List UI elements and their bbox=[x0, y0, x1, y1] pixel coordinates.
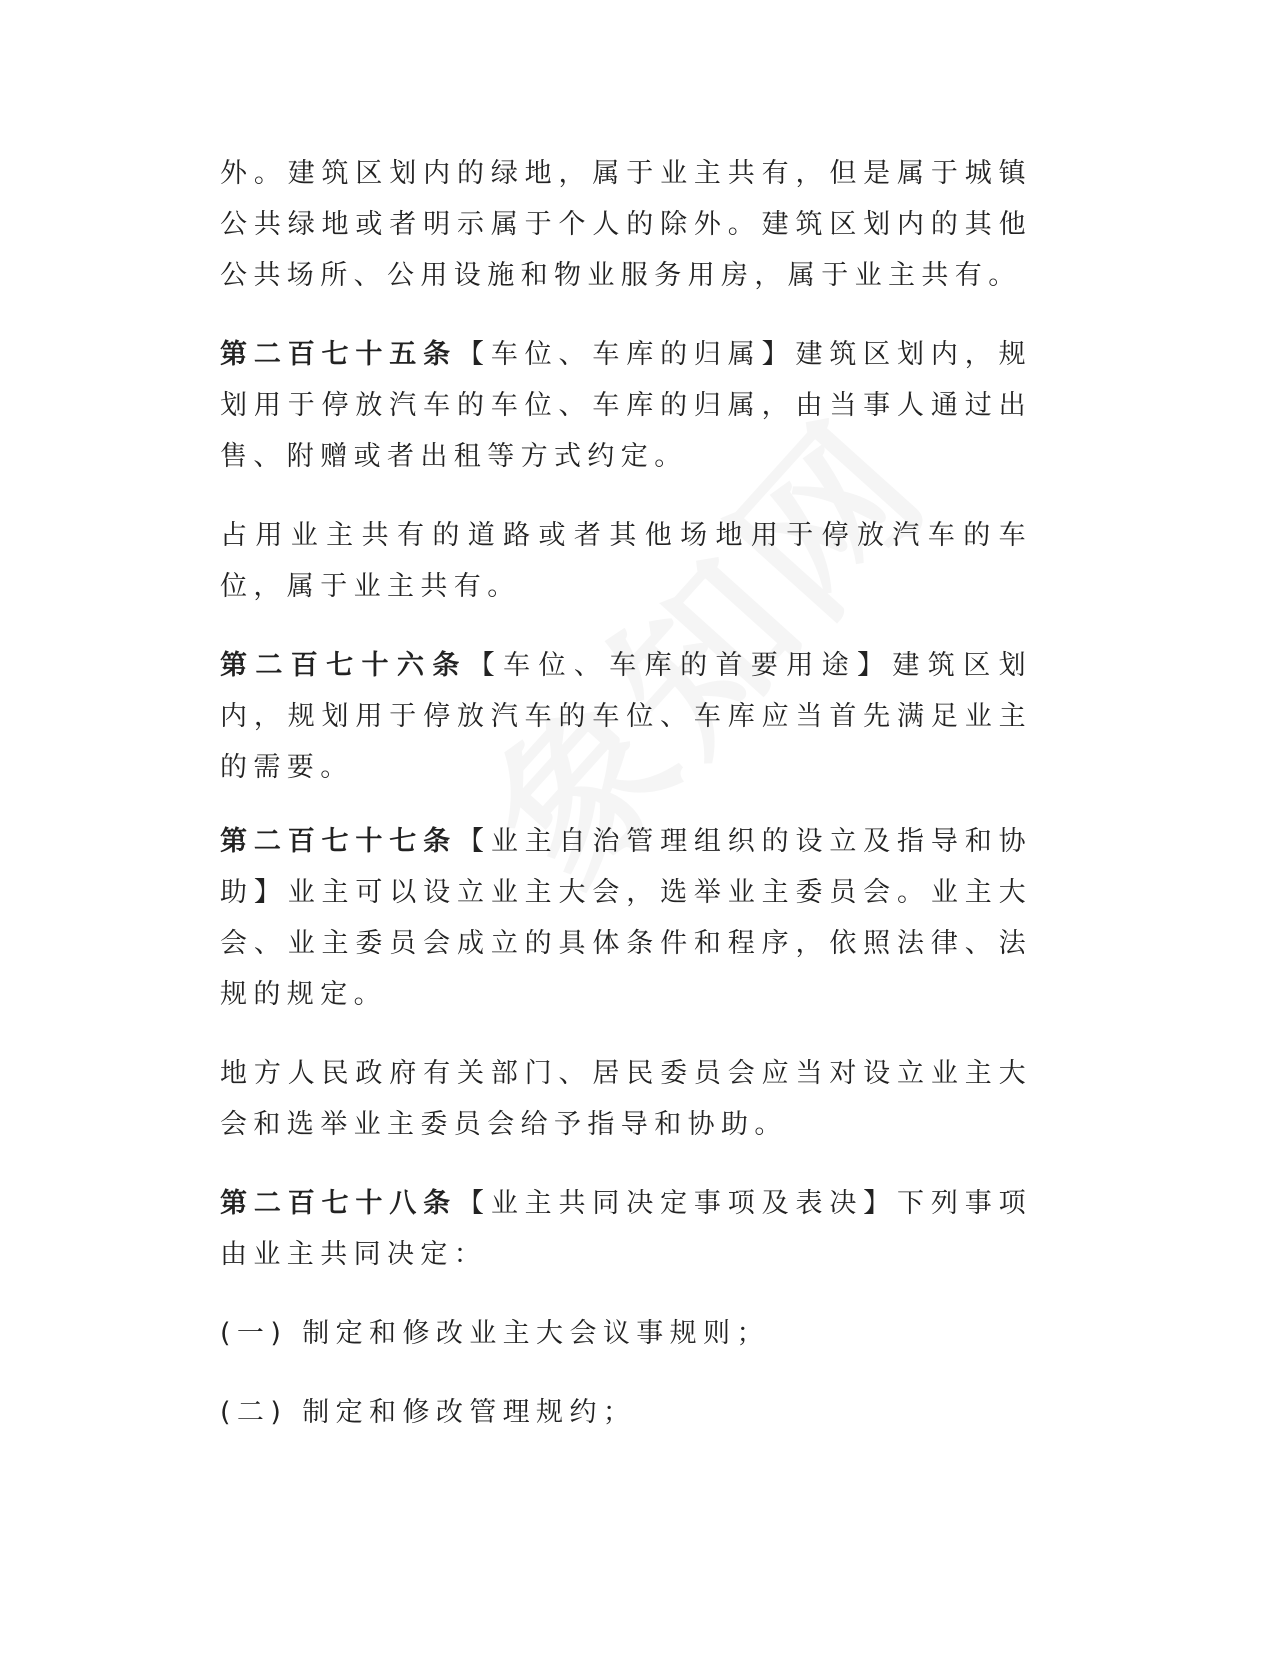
list-item bbox=[220, 1387, 1032, 1438]
article-text: 【车位、车库的归属】建筑区划内，规划用于停放汽车的车位、车库的归属，由当事人通过出售、附赠或者出租等方式约定。 bbox=[220, 339, 1032, 472]
article-heading: 第二百七十五条 bbox=[220, 339, 457, 370]
article-text: 【业主共同决定事项及表决】下列事项由业主共同决定： bbox=[220, 1188, 1032, 1270]
article-276 bbox=[220, 640, 1032, 793]
list-item-text: (一) 制定和修改业主大会议事规则； bbox=[220, 1318, 770, 1349]
article-text: 【业主自治管理组织的设立及指导和协助】业主可以设立业主大会，选举业主委员会。业主大会、业主委员会成立的具体条件和程序，依照法律、法规的规定。 bbox=[220, 826, 1032, 1010]
paragraph-text: 占用业主共有的道路或者其他场地用于停放汽车的车位，属于业主共有。 bbox=[220, 520, 1032, 602]
paragraph-text: 地方人民政府有关部门、居民委员会应当对设立业主大会和选举业主委员会给予指导和协助。 bbox=[220, 1058, 1032, 1140]
paragraph bbox=[220, 510, 1032, 612]
article-heading: 第二百七十八条 bbox=[220, 1188, 457, 1219]
article-heading: 第二百七十七条 bbox=[220, 826, 457, 857]
list-item bbox=[220, 1308, 1032, 1359]
article-277 bbox=[220, 816, 1032, 1020]
paragraph-text: 外。建筑区划内的绿地，属于业主共有，但是属于城镇公共绿地或者明示属于个人的除外。建筑区划内的其他公共场所、公用设施和物业服务用房，属于业主共有。 bbox=[220, 158, 1032, 291]
list-item-text: (二) 制定和修改管理规约； bbox=[220, 1397, 637, 1428]
article-text: 【车位、车库的首要用途】建筑区划内，规划用于停放汽车的车位、车库应当首先满足业主的需要。 bbox=[220, 650, 1032, 783]
article-275 bbox=[220, 329, 1032, 482]
paragraph bbox=[220, 148, 1032, 301]
document-page bbox=[220, 148, 1032, 1466]
article-heading: 第二百七十六条 bbox=[220, 650, 468, 681]
paragraph bbox=[220, 1048, 1032, 1150]
article-278 bbox=[220, 1178, 1032, 1280]
